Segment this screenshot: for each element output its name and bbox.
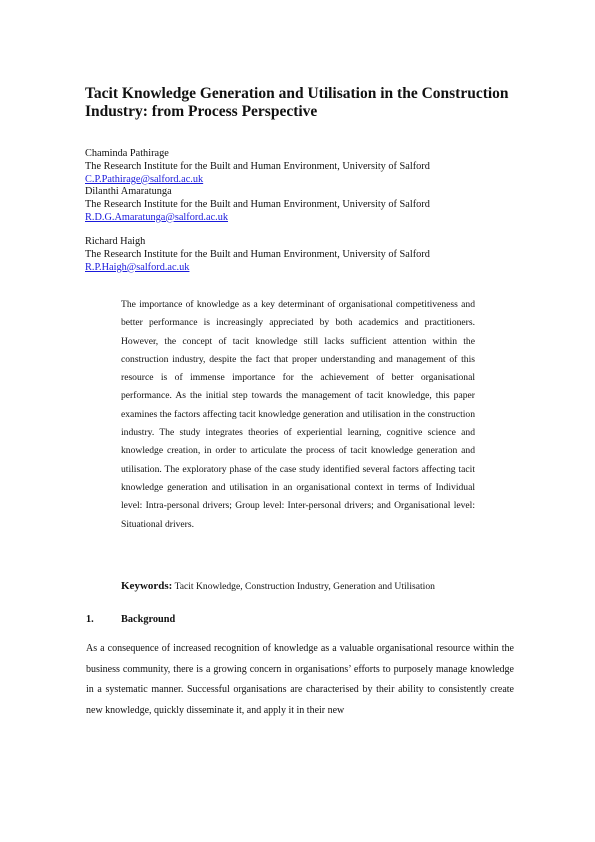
author-email-link[interactable]: R.P.Haigh@salford.ac.uk	[85, 261, 190, 273]
author-email-link[interactable]: C.P.Pathirage@salford.ac.uk	[85, 173, 204, 185]
author-affiliation: The Research Institute for the Built and Human Environment, University of Salford	[85, 160, 430, 172]
author-affiliation: The Research Institute for the Built and Human Environment, University of Salford	[85, 248, 430, 260]
paper-title: Tacit Knowledge Generation and Utilisation in the Construction Industry: from Process Perspective	[85, 85, 509, 120]
section-number: 1.	[86, 614, 94, 625]
author-name: Dilanthi Amaratunga	[85, 186, 172, 197]
author-block	[85, 148, 515, 186]
keywords-line	[121, 577, 475, 596]
section-title: Background	[121, 614, 176, 625]
keywords-text: Tacit Knowledge, Construction Industry, Generation and Utilisation	[174, 581, 435, 592]
author-email-link[interactable]: R.D.G.Amaratunga@salford.ac.uk	[85, 211, 229, 223]
author-block	[85, 186, 515, 224]
section-heading	[86, 614, 175, 625]
author-block	[85, 236, 515, 274]
author-affiliation: The Research Institute for the Built and Human Environment, University of Salford	[85, 198, 430, 210]
author-name: Richard Haigh	[85, 236, 146, 247]
abstract-text: The importance of knowledge as a key determinant of organisational competitiveness and better performance is increasingly appreciated by both academics and practitioners. However, the concept of tacit knowledge still lacks sufficient attention within the construction industry, despite the fact that proper understanding and management of this resource is of immense importance for the achievement of better organisational performance. As the initial step towards the management of tacit knowledge, this paper examines the factors affecting tacit knowledge generation and utilisation in the construction industry. The study integrates theories of experiential learning, cognitive science and knowledge creation, in order to articulate the process of tacit knowledge generation and utilisation. The exploratory phase of the case study identified several factors affecting tacit knowledge generation and utilisation in an organisational context in terms of Individual level: Intra-personal drivers; Group level: Inter-personal drivers; and Organisational level: Situational drivers.	[121, 299, 475, 530]
author-name: Chaminda Pathirage	[85, 148, 169, 159]
keywords-label: Keywords:	[121, 580, 173, 592]
section-body-text: As a consequence of increased recognition of knowledge as a valuable organisational resource within the business community, there is a growing concern in organisations’ efforts to purposely manage knowledge in a systematic manner. Successful organisations are characterised by their ability to consistently create new knowledge, quickly disseminate it, and apply it in their new	[86, 643, 514, 717]
